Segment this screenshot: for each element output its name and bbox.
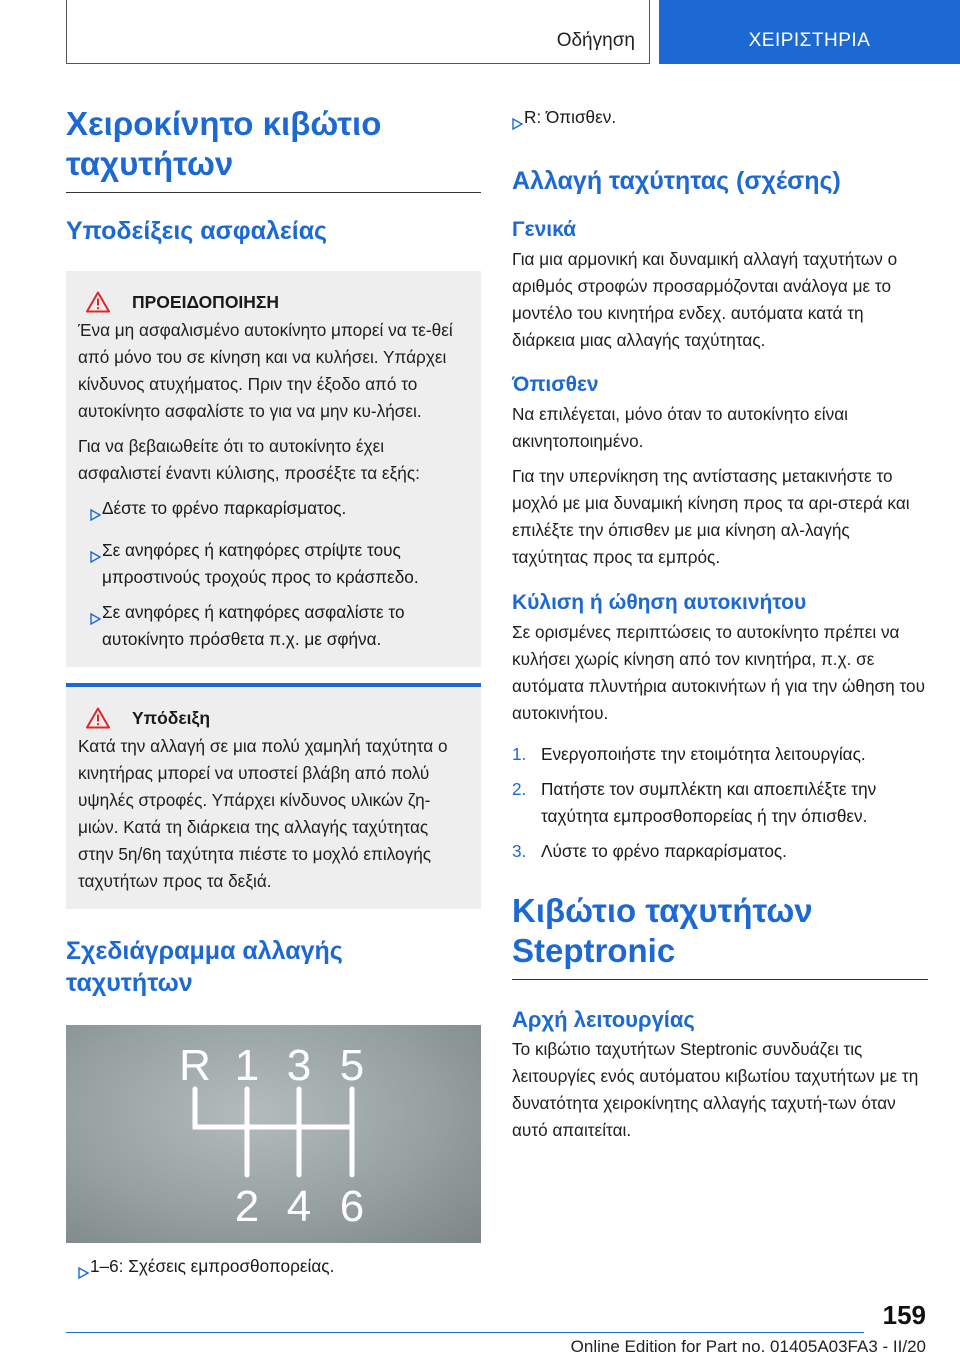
- list-item: [512, 838, 928, 865]
- triangle-bullet-icon: [78, 537, 102, 591]
- general-heading: Γενικά: [512, 218, 577, 241]
- gear-label-2: 2: [234, 1182, 260, 1231]
- notice-triangle-icon: [86, 707, 110, 729]
- step-number: 2.: [512, 779, 527, 799]
- gear-label-6: 6: [339, 1182, 365, 1231]
- list-item: [512, 776, 928, 830]
- edition-text: Online Edition for Part no. 01405A03FA3 - II/20: [570, 1337, 926, 1356]
- gear-label-5: 5: [339, 1041, 365, 1090]
- gear-label-r: R: [179, 1041, 211, 1090]
- notice-label: Υπόδειξη: [132, 707, 211, 728]
- footer-divider: [66, 1332, 864, 1333]
- list-item: [78, 495, 467, 529]
- triangle-bullet-icon: [66, 1253, 90, 1287]
- rolling-heading: Κύλιση ή ώθηση αυτοκινήτου: [512, 591, 807, 614]
- triangle-bullet-icon: [500, 104, 524, 138]
- right-column: [512, 104, 928, 1144]
- bullet-text: R: Όπισθεν.: [524, 107, 617, 127]
- steptronic-title: Κιβώτιο ταχυτήτων Steptronic: [512, 892, 813, 969]
- notice-box: [66, 687, 481, 909]
- shift-diagram-heading: Σχεδιάγραμμα αλλαγής ταχυτήτων: [66, 937, 343, 997]
- warning-triangle-icon: [86, 291, 110, 313]
- gear-change-heading: Αλλαγή ταχύτητας (σχέσης): [512, 167, 841, 195]
- list-item: [66, 1253, 481, 1287]
- left-column: [66, 104, 481, 1287]
- gear-label-3: 3: [286, 1041, 312, 1090]
- gear-pattern-svg: [66, 1025, 481, 1243]
- triangle-bullet-icon: [78, 599, 102, 653]
- reverse-text-2: Για την υπερνίκηση της αντίστασης μετακινήστε το μοχλό με μια δυναμική κίνηση προς τα αρι-στερά και επιλέξτε την όπισθεν με μια κίνηση αλ-λαγής ταχύτητας προς τα εμπρός.: [512, 466, 910, 567]
- page-number: 159: [882, 1300, 926, 1330]
- title-divider: [66, 192, 481, 193]
- step-text: Λύστε το φρένο παρκαρίσματος.: [541, 841, 787, 861]
- header-section-label: Οδήγηση: [556, 30, 635, 51]
- warning-title: [86, 291, 467, 313]
- triangle-bullet-icon: [78, 495, 102, 529]
- gear-label-4: 4: [286, 1182, 312, 1231]
- principle-heading: Αρχή λειτουργίας: [512, 1007, 695, 1032]
- list-item: [78, 537, 467, 591]
- header-chapter-tab: [659, 0, 960, 64]
- step-number: 3.: [512, 841, 527, 861]
- reverse-heading: Όπισθεν: [512, 373, 599, 396]
- steptronic-divider: [512, 979, 928, 980]
- header-section-tab: [66, 0, 650, 64]
- safety-heading: Υποδείξεις ασφαλείας: [66, 217, 328, 245]
- manual-gearbox-title: Χειροκίνητο κιβώτιο ταχυτήτων: [66, 105, 382, 182]
- step-text: Πατήστε τον συμπλέκτη και αποεπιλέξτε την ταχύτητα εμπροσθοπορείας ή την όπισθεν.: [541, 779, 877, 826]
- warning-paragraph-1: Ένα μη ασφαλισμένο αυτοκίνητο μπορεί να τε-θεί από μόνο του σε κίνηση και να κυλήσει. Υπάρχει κίνδυνος ατυχήματος. Πριν την έξοδο από το αυτοκίνητο ασφαλίστε το για να μην κυ-λήσει.: [78, 320, 453, 421]
- step-number: 1.: [512, 744, 527, 764]
- notice-title: [86, 707, 467, 729]
- gear-label-1: 1: [234, 1041, 260, 1090]
- step-text: Ενεργοποιήστε την ετοιμότητα λειτουργίας.: [541, 744, 866, 764]
- rolling-text: Σε ορισμένες περιπτώσεις το αυτοκίνητο πρέπει να κυλήσει χωρίς κίνηση από τον κινητήρα, π.χ. σε αυτόματα πλυντήρια αυτοκινήτων ή για την ώθηση του αυτοκινήτου.: [512, 622, 925, 723]
- bullet-text: Σε ανηφόρες ή κατηφόρες ασφαλίστε το αυτοκίνητο πρόσθετα π.χ. με σφήνα.: [102, 602, 405, 649]
- list-item: [512, 741, 928, 768]
- bullet-text: 1–6: Σχέσεις εμπροσθοπορείας.: [90, 1256, 335, 1276]
- list-item: [500, 104, 928, 138]
- warning-label: ΠΡΟΕΙΔΟΠΟΙΗΣΗ: [132, 291, 280, 312]
- list-item: [78, 599, 467, 653]
- reverse-text-1: Να επιλέγεται, μόνο όταν το αυτοκίνητο είναι ακινητοποιημένο.: [512, 404, 848, 451]
- bullet-text: Σε ανηφόρες ή κατηφόρες στρίψτε τους μπροστινούς τροχούς προς το κράσπεδο.: [102, 540, 419, 587]
- warning-paragraph-2: Για να βεβαιωθείτε ότι το αυτοκίνητο έχει ασφαλιστεί έναντι κύλισης, προσέξτε τα εξής:: [78, 436, 420, 483]
- general-text: Για μια αρμονική και δυναμική αλλαγή ταχυτήτων ο αριθμός στροφών προσαρμόζονται ανάλογα με το μοντέλο του κινητήρα ενδεχ. αυτόματα κατά τη διάρκεια μιας αλλαγής ταχύτητας.: [512, 249, 898, 350]
- warning-box: [66, 271, 481, 667]
- header-chapter-label: ΧΕΙΡΙΣΤΗΡΙΑ: [748, 30, 871, 51]
- principle-text: Το κιβώτιο ταχυτήτων Steptronic συνδυάζει τις λειτουργίες ενός αυτόματου κιβωτίου ταχυτήτων με τη δυνατότητα χειροκίνητης αλλαγής ταχυτή-των όταν αυτό απαιτείται.: [512, 1039, 919, 1140]
- notice-text: Κατά την αλλαγή σε μια πολύ χαμηλή ταχύτητα ο κινητήρας μπορεί να υποστεί βλάβη από πολύ υψηλές στροφές. Υπάρχει κίνδυνος υλικών ζη-μιών. Κατά τη διάρκεια της αλλαγής ταχύτητας στην 5η/6η ταχύτητα πιέστε το μοχλό επιλογής ταχυτήτων προς τα δεξιά.: [78, 736, 448, 891]
- gear-shift-pattern-image: [66, 1025, 481, 1243]
- bullet-text: Δέστε το φρένο παρκαρίσματος.: [102, 498, 347, 518]
